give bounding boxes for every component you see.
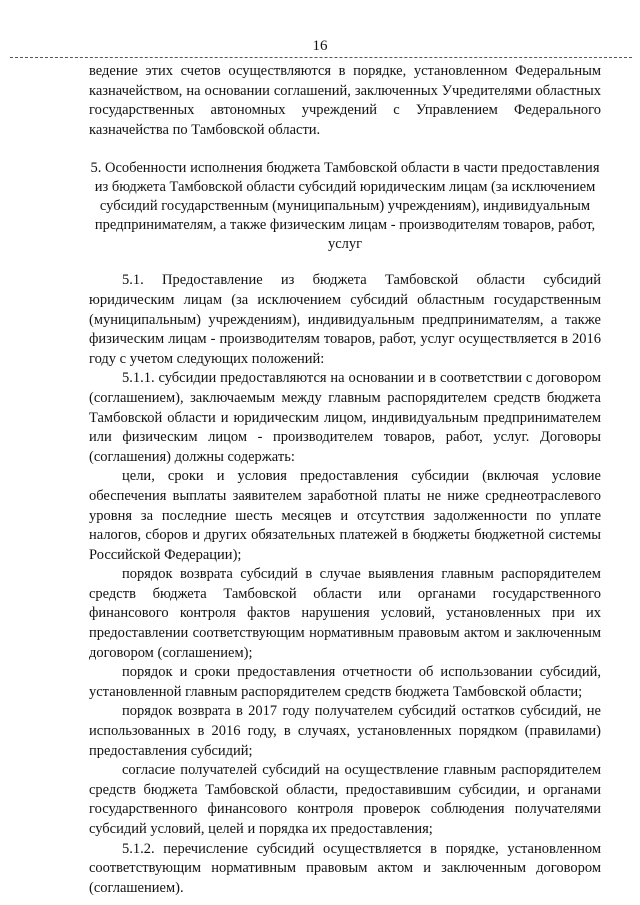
page-number: 16	[312, 38, 328, 54]
paragraph-continuation: ведение этих счетов осуществляются в порядке, установленном Федеральным казначейством, на основании соглашений, заключенных Учредителями областных государственных автономных учреждений с Управлением Федерального казначейства по Тамбовской области.	[89, 63, 601, 138]
section-heading: 5. Особенности исполнения бюджета Тамбовской области в части предоставления из бюджета Тамбовской области субсидий юридическим лицам (за исключением субсидий государственным (муниципальным) учреждениям), индивидуальным предпринимателям, а также физическим лицам - производителям товаров, работ, услуг	[90, 160, 600, 253]
paragraph-5-1-2: 5.1.2. перечисление субсидий осуществляется в порядке, установленном соответствующим нормативным правовым актом и заключенным договором (соглашением).	[89, 840, 601, 896]
paragraph-5-1-1: 5.1.1. субсидии предоставляются на основании и в соответствии с договором (соглашением), заключаемым между главным распорядителем средств бюджета Тамбовской области и юридическим лицом, индивидуальным предпринимателем или физическим лицом - производителем товаров, работ, услуг. Договоры (соглашения) должны содержать:	[89, 370, 601, 465]
paragraph-return-procedure: порядок возврата субсидий в случае выявления главным распорядителем средств бюджета Тамбовской области или органами государственного финансового контроля фактов нарушения условий, установленных при их предоставлении соответствующим нормативным правовым актом и заключенным договором (соглашением);	[89, 566, 601, 661]
paragraph-reporting: порядок и сроки предоставления отчетности об использовании субсидий, установленной главным распорядителем средств бюджета Тамбовской области;	[89, 664, 601, 700]
paragraph-5-1: 5.1. Предоставление из бюджета Тамбовской области субсидий юридическим лицам (за исключением субсидий областным государственным (муниципальным) учреждениям), индивидуальным предпринимателям, а также физическим лицам - производителям товаров, работ, услуг осуществляется в 2016 году с учетом следующих положений:	[89, 272, 601, 367]
document-body	[89, 62, 601, 898]
paragraph-conditions: цели, сроки и условия предоставления субсидии (включая условие обеспечения выплаты заявителем заработной платы не ниже среднеотраслевого уровня за последние шесть месяцев и отсутствия задолженности по уплате налогов, сборов и других обязательных платежей в бюджеты бюджетной системы Российской Федерации);	[89, 468, 601, 563]
header-separator	[10, 57, 632, 58]
paragraph-consent: согласие получателей субсидий на осуществление главным распорядителем средств бюджета Тамбовской области, предоставившим субсидии, и органами государственного финансового контроля проверок соблюдения получателями субсидий условий, целей и порядка их предоставления;	[89, 762, 601, 837]
paragraph-remainder-return: порядок возврата в 2017 году получателем субсидий остатков субсидий, не использованных в 2016 году, в случаях, установленных порядком (правилами) предоставления субсидий;	[89, 703, 601, 759]
